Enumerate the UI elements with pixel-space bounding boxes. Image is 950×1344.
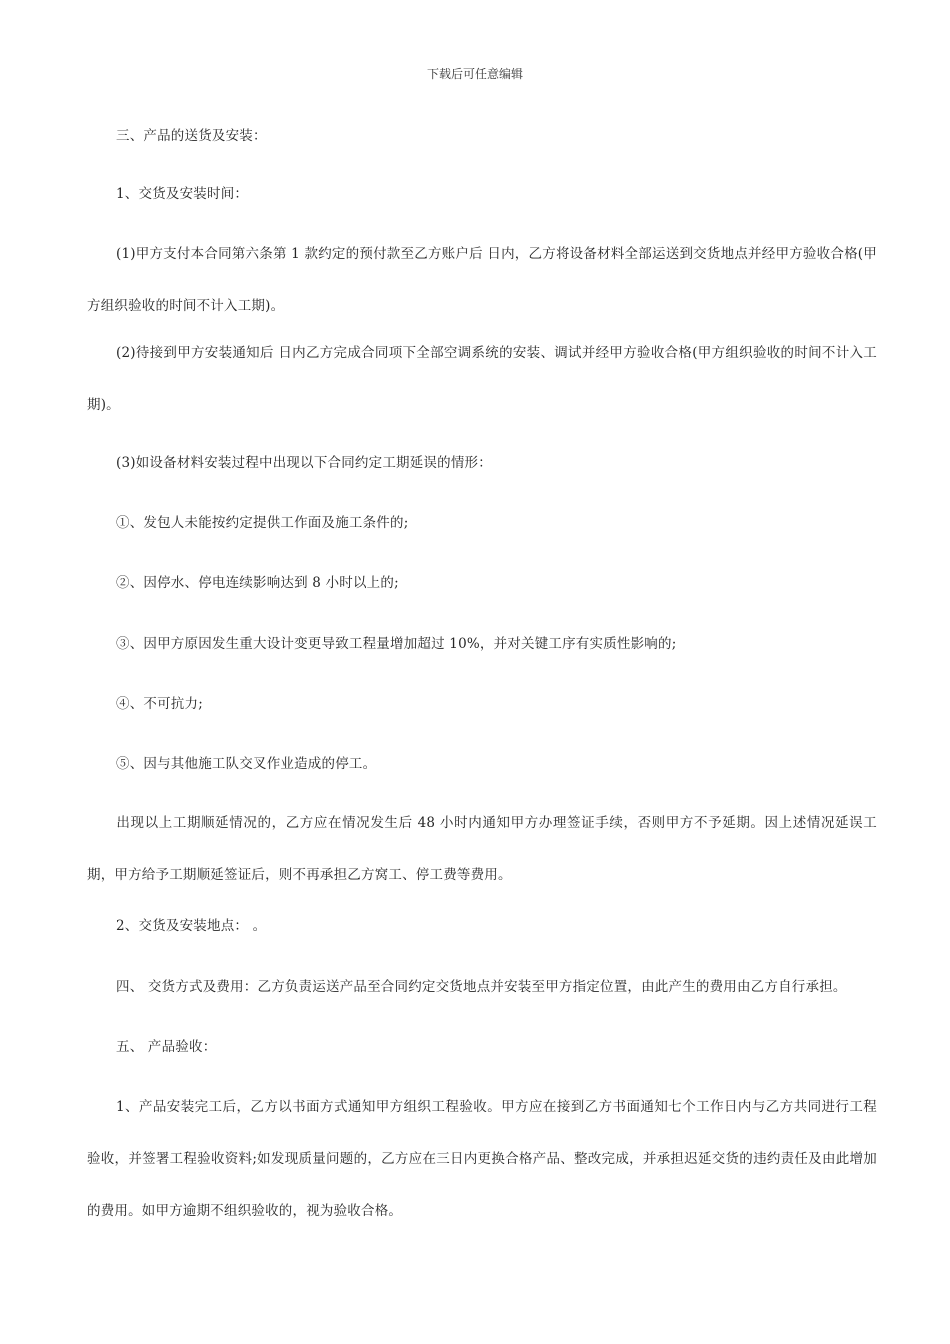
list-item-circle-5: ⑤、因与其他施工队交叉作业造成的停工。 — [116, 756, 377, 772]
list-item-circle-1: ①、发包人未能按约定提供工作面及施工条件的; — [116, 515, 409, 531]
page-header: 下载后可任意编辑 — [426, 67, 523, 81]
subsection-heading-time: 1、交货及安装时间： — [116, 186, 249, 202]
list-item-circle-3: ③、因甲方原因发生重大设计变更导致工程量增加超过 10%，并对关键工序有实质性影响的; — [116, 636, 677, 652]
section-heading-acceptance: 五、 产品验收： — [116, 1039, 217, 1055]
subsection-heading-location: 2、交货及安装地点： 。 — [116, 918, 267, 934]
list-item-circle-2: ②、因停水、停电连续影响达到 8 小时以上的; — [116, 575, 399, 591]
paragraph-item-2: (2)待接到甲方安装通知后 日内乙方完成合同项下全部空调系统的安装、调试并经甲方验收合格(甲方组织验收的时间不计入工期)。 — [87, 345, 877, 413]
paragraph-extension: 出现以上工期顺延情况的，乙方应在情况发生后 48 小时内通知甲方办理签证手续，否则甲方不予延期。因上述情况延误工期，甲方给予工期顺延签证后，则不再承担乙方窝工、停工费等费用。 — [87, 815, 877, 883]
paragraph-acceptance-1: 1、产品安装完工后，乙方以书面方式通知甲方组织工程验收。甲方应在接到乙方书面通知七个工作日内与乙方共同进行工程验收，并签署工程验收资料;如发现质量问题的，乙方应在三日内更换合格产品、整改完成，并承担迟延交货的违约责任及由此增加的费用。如甲方逾期不组织验收的，视为验收合格。 — [87, 1099, 877, 1219]
paragraph-item-3: (3)如设备材料安装过程中出现以下合同约定工期延误的情形： — [116, 455, 492, 471]
section-heading-delivery: 三、产品的送货及安装： — [116, 128, 267, 144]
section-delivery-method: 四、 交货方式及费用：乙方负责运送产品至合同约定交货地点并安装至甲方指定位置，由此产生的费用由乙方自行承担。 — [116, 979, 847, 995]
paragraph-item-1: (1)甲方支付本合同第六条第 1 款约定的预付款至乙方账户后 日内，乙方将设备材料全部运送到交货地点并经甲方验收合格(甲方组织验收的时间不计入工期)。 — [87, 246, 877, 314]
list-item-circle-4: ④、不可抗力; — [116, 696, 203, 712]
